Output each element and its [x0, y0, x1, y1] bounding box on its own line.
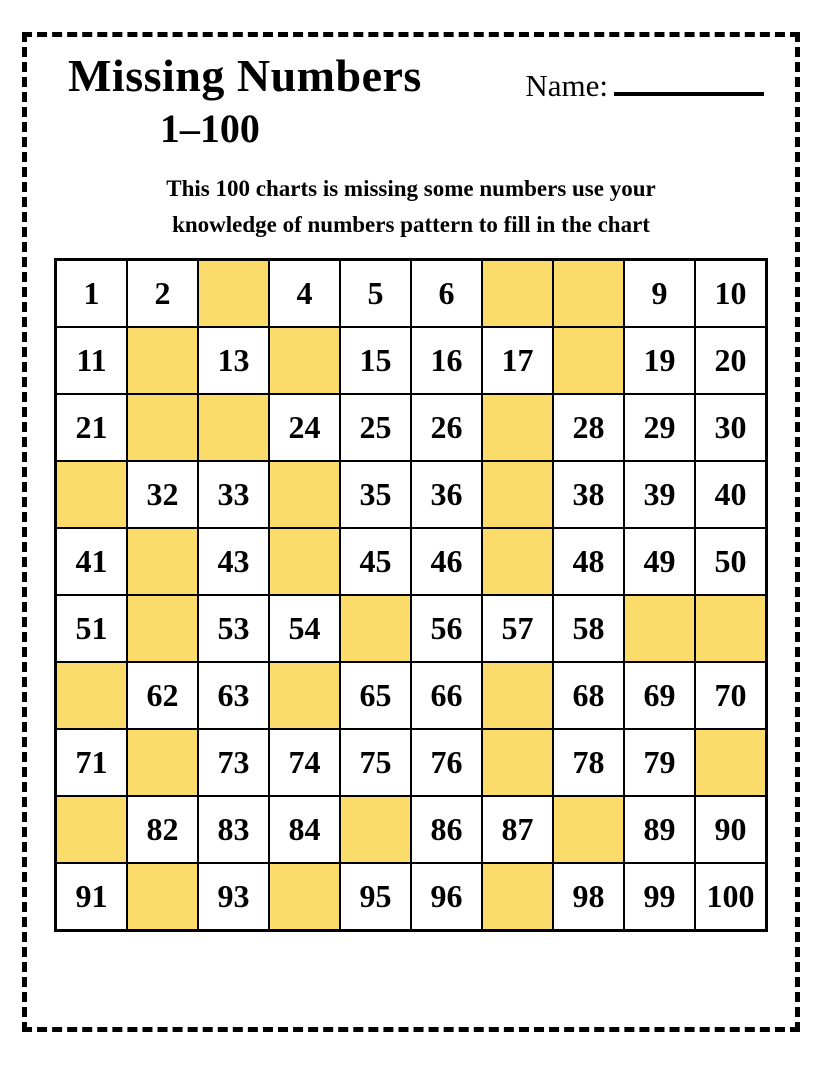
worksheet-header — [52, 50, 770, 155]
chart-cell-number: 95 — [340, 863, 411, 931]
hundred-chart — [54, 258, 768, 932]
chart-cell-number: 63 — [198, 662, 269, 729]
chart-cell-number: 2 — [127, 260, 198, 328]
chart-cell-number: 53 — [198, 595, 269, 662]
chart-cell-blank[interactable] — [198, 260, 269, 328]
chart-cell-number: 13 — [198, 327, 269, 394]
page-subtitle: 1–100 — [159, 105, 260, 151]
chart-cell-number: 28 — [553, 394, 624, 461]
chart-cell-blank[interactable] — [127, 394, 198, 461]
chart-cell-blank[interactable] — [269, 461, 340, 528]
chart-cell-number: 20 — [695, 327, 767, 394]
chart-cell-number: 84 — [269, 796, 340, 863]
chart-cell-number: 43 — [198, 528, 269, 595]
chart-row — [56, 796, 767, 863]
chart-cell-number: 93 — [198, 863, 269, 931]
chart-row — [56, 729, 767, 796]
chart-cell-number: 48 — [553, 528, 624, 595]
name-field-group — [525, 68, 764, 104]
chart-cell-blank[interactable] — [482, 863, 553, 931]
chart-cell-blank[interactable] — [482, 662, 553, 729]
chart-cell-number: 87 — [482, 796, 553, 863]
chart-cell-number: 16 — [411, 327, 482, 394]
chart-cell-number: 5 — [340, 260, 411, 328]
chart-cell-number: 83 — [198, 796, 269, 863]
chart-cell-number: 24 — [269, 394, 340, 461]
chart-row — [56, 394, 767, 461]
chart-cell-number: 54 — [269, 595, 340, 662]
title-block — [68, 50, 422, 155]
chart-cell-blank[interactable] — [695, 729, 767, 796]
chart-cell-number: 96 — [411, 863, 482, 931]
chart-cell-number: 68 — [553, 662, 624, 729]
worksheet-content — [22, 32, 800, 1032]
chart-cell-number: 58 — [553, 595, 624, 662]
chart-cell-blank[interactable] — [553, 796, 624, 863]
chart-cell-number: 69 — [624, 662, 695, 729]
instructions-line-1: This 100 charts is missing some numbers use your — [166, 175, 656, 201]
chart-cell-number: 35 — [340, 461, 411, 528]
chart-cell-number: 1 — [56, 260, 128, 328]
chart-cell-number: 10 — [695, 260, 767, 328]
chart-cell-blank[interactable] — [56, 796, 128, 863]
chart-cell-number: 11 — [56, 327, 128, 394]
chart-cell-blank[interactable] — [482, 260, 553, 328]
chart-cell-number: 46 — [411, 528, 482, 595]
chart-cell-blank[interactable] — [624, 595, 695, 662]
chart-cell-blank[interactable] — [127, 863, 198, 931]
chart-cell-blank[interactable] — [56, 461, 128, 528]
chart-row — [56, 528, 767, 595]
chart-cell-number: 38 — [553, 461, 624, 528]
chart-cell-number: 45 — [340, 528, 411, 595]
chart-cell-number: 73 — [198, 729, 269, 796]
chart-cell-blank[interactable] — [553, 260, 624, 328]
chart-row — [56, 260, 767, 328]
chart-cell-number: 74 — [269, 729, 340, 796]
chart-cell-number: 75 — [340, 729, 411, 796]
chart-cell-blank[interactable] — [482, 394, 553, 461]
chart-cell-number: 15 — [340, 327, 411, 394]
chart-cell-number: 25 — [340, 394, 411, 461]
chart-cell-blank[interactable] — [269, 528, 340, 595]
chart-cell-blank[interactable] — [482, 461, 553, 528]
chart-cell-number: 17 — [482, 327, 553, 394]
chart-cell-blank[interactable] — [269, 863, 340, 931]
chart-cell-blank[interactable] — [553, 327, 624, 394]
chart-cell-number: 50 — [695, 528, 767, 595]
chart-cell-number: 6 — [411, 260, 482, 328]
chart-cell-number: 29 — [624, 394, 695, 461]
chart-cell-number: 82 — [127, 796, 198, 863]
chart-cell-number: 86 — [411, 796, 482, 863]
chart-cell-blank[interactable] — [482, 729, 553, 796]
chart-cell-number: 21 — [56, 394, 128, 461]
chart-row — [56, 327, 767, 394]
chart-cell-number: 99 — [624, 863, 695, 931]
chart-cell-number: 26 — [411, 394, 482, 461]
chart-cell-blank[interactable] — [127, 595, 198, 662]
chart-cell-number: 40 — [695, 461, 767, 528]
chart-cell-blank[interactable] — [340, 796, 411, 863]
chart-cell-number: 9 — [624, 260, 695, 328]
chart-cell-number: 66 — [411, 662, 482, 729]
chart-cell-blank[interactable] — [695, 595, 767, 662]
name-input-line[interactable] — [614, 78, 764, 96]
chart-cell-number: 33 — [198, 461, 269, 528]
name-label: Name: — [525, 68, 608, 103]
chart-cell-number: 89 — [624, 796, 695, 863]
chart-cell-number: 41 — [56, 528, 128, 595]
chart-cell-number: 62 — [127, 662, 198, 729]
chart-row — [56, 863, 767, 931]
chart-cell-number: 56 — [411, 595, 482, 662]
chart-cell-number: 49 — [624, 528, 695, 595]
chart-row — [56, 595, 767, 662]
chart-cell-number: 51 — [56, 595, 128, 662]
chart-cell-number: 65 — [340, 662, 411, 729]
instructions — [52, 171, 770, 242]
chart-cell-number: 32 — [127, 461, 198, 528]
chart-cell-number: 90 — [695, 796, 767, 863]
chart-cell-number: 36 — [411, 461, 482, 528]
chart-cell-number: 91 — [56, 863, 128, 931]
chart-cell-number: 19 — [624, 327, 695, 394]
chart-row — [56, 461, 767, 528]
chart-cell-number: 39 — [624, 461, 695, 528]
chart-cell-blank[interactable] — [340, 595, 411, 662]
chart-cell-blank[interactable] — [127, 729, 198, 796]
page-title: Missing Numbers — [68, 50, 422, 101]
chart-cell-blank[interactable] — [56, 662, 128, 729]
chart-cell-number: 76 — [411, 729, 482, 796]
chart-cell-number: 79 — [624, 729, 695, 796]
hundred-chart-wrapper — [52, 258, 770, 932]
chart-cell-blank[interactable] — [198, 394, 269, 461]
chart-cell-blank[interactable] — [269, 327, 340, 394]
chart-cell-number: 100 — [695, 863, 767, 931]
chart-row — [56, 662, 767, 729]
instructions-line-2: knowledge of numbers pattern to fill in the chart — [172, 211, 650, 237]
chart-cell-number: 30 — [695, 394, 767, 461]
chart-cell-number: 4 — [269, 260, 340, 328]
chart-cell-blank[interactable] — [269, 662, 340, 729]
chart-cell-number: 70 — [695, 662, 767, 729]
chart-cell-blank[interactable] — [127, 528, 198, 595]
chart-cell-number: 78 — [553, 729, 624, 796]
chart-cell-number: 98 — [553, 863, 624, 931]
chart-cell-blank[interactable] — [482, 528, 553, 595]
chart-cell-blank[interactable] — [127, 327, 198, 394]
chart-cell-number: 71 — [56, 729, 128, 796]
chart-cell-number: 57 — [482, 595, 553, 662]
